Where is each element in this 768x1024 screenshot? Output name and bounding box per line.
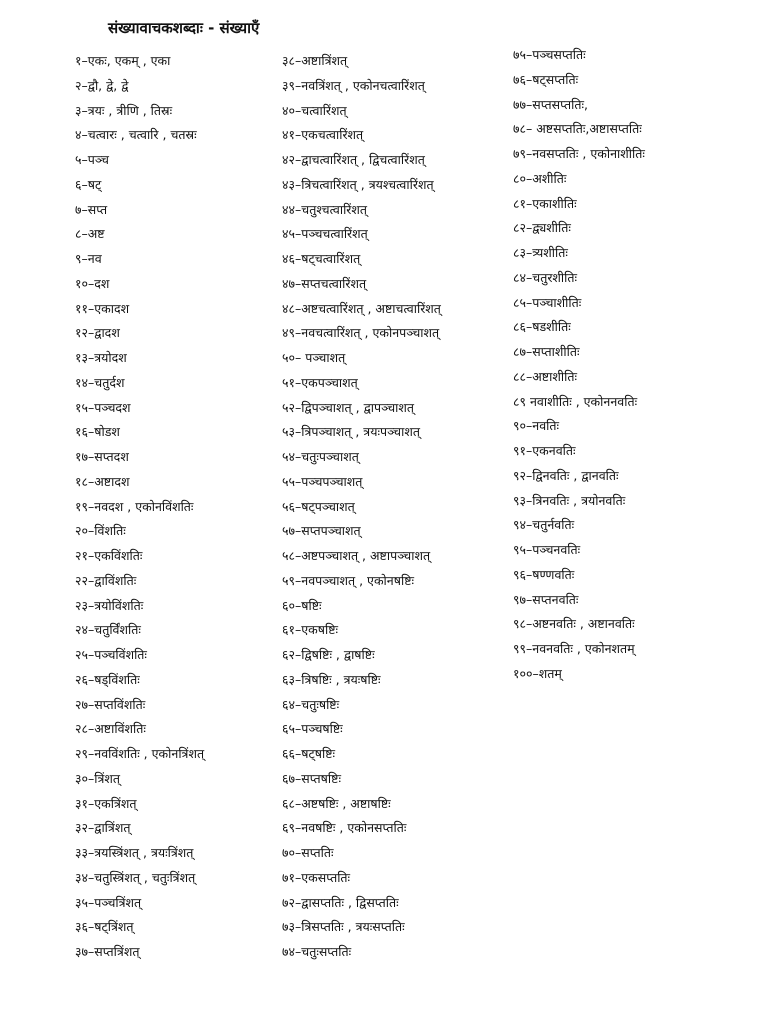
number-entry: ३५–पञ्चत्रिंशत् [75,894,142,910]
number-entry: ११–एकादश [75,300,130,316]
number-entry: १९–नवदश , एकोनविंशतिः [75,498,194,514]
numbers-column-1 [75,49,285,965]
number-entry: ६९–नवषष्टिः , एकोनसप्ततिः [282,820,407,836]
page-title: संख्यावाचकशब्दाः - संख्याएँ [108,19,260,37]
number-entry: ९०–नवतिः [513,418,560,434]
number-entry: ३७–सप्तत्रिंशत् [75,944,140,959]
number-entry: ५४–चतुःपञ्चाशत् [282,449,359,464]
number-entry: ९७–सप्तनवतिः [513,591,579,607]
number-entry: ३८–अष्टात्रिंशत् [282,53,348,68]
number-entry: १५–पञ्चदश [75,399,131,415]
number-entry: ५३–त्रिपञ्चाशत् , त्रयःपञ्चाशत् [282,424,420,440]
number-entry: ३१–एकत्रिंशत् [75,795,137,811]
number-entry: ३०–त्रिंशत् [75,770,121,786]
number-entry: ७१–एकसप्ततिः [282,869,351,885]
number-entry: ९८–अष्टनवतिः , अष्टानवतिः [513,616,635,632]
number-entry: ७९–नवसप्ततिः , एकोनाशीतिः [513,146,645,161]
number-entry: ६२–द्विषष्टिः , द्वाषष्टिः [282,647,375,662]
number-entry: ४४–चतुश्चत्वारिंशत् [282,201,368,217]
number-entry: ७६–षट्सप्ततिः [513,71,579,87]
number-entry: ६६–षट्षष्टिः [282,746,336,761]
number-entry: १–एकः, एकम् , एका [75,53,171,68]
number-entry: ८४–चतुरशीतिः [513,269,578,285]
number-entry: ७०–सप्ततिः [282,845,334,860]
number-entry: ६–षट् [75,176,102,192]
number-entry: २९–नवविंशतिः , एकोनत्रिंशत् [75,746,205,761]
number-entry: २३–त्रयोविंशतिः [75,597,144,613]
numbers-column-2 [282,49,507,965]
numbers-column-3 [513,43,763,687]
number-entry: ४२–द्वाचत्वारिंशत् , द्विचत्वारिंशत् [282,152,425,167]
number-entry: ८०–अशीतिः [513,170,567,186]
number-entry: ४५–पञ्चचत्वारिंशत् [282,226,368,242]
number-entry: ८५–पञ्चाशीतिः [513,294,582,310]
number-entry: ३९–नवत्रिंशत् , एकोनचत्वारिंशत् [282,77,425,93]
number-entry: २–द्वौ, द्वे, द्वे [75,77,129,93]
number-entry: १४–चतुर्दश [75,374,125,390]
number-entry: ९५–पञ्चनवतिः [513,542,581,557]
number-entry: ३४–चतुस्त्रिंशत् , चतुःत्रिंशत् [75,869,196,885]
number-entry: ८३–त्र्यशीतिः [513,245,568,260]
number-entry: १७–सप्तदश [75,449,129,464]
number-entry: ६४–चतुःषष्टिः [282,696,340,712]
number-entry: ३–त्रयः , त्रीणि , तिस्रः [75,102,173,118]
number-entry: ७–सप्त [75,201,108,217]
number-entry: ५७–सप्तपञ्चाशत् [282,523,361,539]
number-entry: ८१–एकाशीतिः [513,195,577,211]
number-entry: ९२–द्विनवतिः , द्वानवतिः [513,467,619,483]
number-entry: ५६–षट्पञ्चाशत् [282,498,355,514]
number-entry: २७–सप्तविंशतिः [75,696,146,712]
number-entry: ९–नव [75,251,102,266]
number-entry: ६५–पञ्चषष्टिः [282,721,343,737]
number-entry: ८६–षडशीतिः [513,319,571,335]
number-entry: ४–चत्वारः , चत्वारि , चतस्रः [75,127,197,143]
number-entry: २२–द्वाविंशतिः [75,572,137,588]
number-entry: ४३–त्रिचत्वारिंशत् , त्रयश्चत्वारिंशत् [282,176,434,192]
number-entry: ७२–द्वासप्ततिः , द्विसप्ततिः [282,894,399,910]
number-entry: २६–षड्विंशतिः [75,671,140,687]
number-entry: ६८–अष्टषष्टिः , अष्टाषष्टिः [282,795,391,811]
number-entry: ४७–सप्तचत्वारिंशत् [282,275,367,291]
number-entry: १०–दश [75,275,110,291]
number-entry: ३३–त्रयस्त्रिंशत् , त्रयःत्रिंशत् [75,845,194,860]
number-entry: २४–चतुर्विंशतिः [75,622,141,638]
number-entry: ७४–चतुःसप्ततिः [282,944,352,959]
number-entry: ९६–षण्णवतिः [513,566,575,582]
number-entry: ७५–पञ्चसप्ततिः [513,47,586,62]
number-entry: ८–अष्ट [75,226,105,242]
number-entry: ६३–त्रिषष्टिः , त्रयःषष्टिः [282,671,381,687]
number-entry: १००–शतम् [513,665,562,681]
number-entry: २८–अष्टाविंशतिः [75,721,146,737]
number-entry: ८९ नवाशीतिः , एकोननवतिः [513,393,638,409]
number-entry: ४९–नवचत्वारिंशत् , एकोनपञ्चाशत् [282,325,440,341]
number-entry: ९४–चतुर्नवतिः [513,517,575,533]
number-entry: ५०– पञ्चाशत् [282,350,346,365]
number-entry: ६०–षष्टिः [282,597,322,613]
number-entry: ७३–त्रिसप्ततिः , त्रयःसप्ततिः [282,919,405,935]
number-entry: २५–पञ्चविंशतिः [75,647,147,662]
number-entry: ८७–सप्ताशीतिः [513,344,580,359]
number-entry: ४०–चत्वारिंशत् [282,102,347,118]
number-entry: ७८– अष्टसप्ततिः,अष्टासप्ततिः [513,121,642,137]
number-entry: ६७–सप्तषष्टिः [282,770,341,786]
number-entry: १६–षोडश [75,424,120,440]
number-entry: ५५–पञ्चपञ्चाशत् [282,473,363,489]
number-entry: १२–द्वादश [75,325,120,341]
number-entry: ९९–नवनवतिः , एकोनशतम् [513,641,635,656]
number-entry: ४६–षट्चत्वारिंशत् [282,251,361,266]
number-entry: २१–एकविंशतिः [75,548,143,563]
number-entry: ५–पञ्च [75,152,109,167]
number-entry: ६१–एकषष्टिः [282,622,339,638]
number-entry: ३६–षट्त्रिंशत् [75,919,134,935]
number-entry: ३२–द्वात्रिंशत् [75,820,131,836]
number-entry: ९३–त्रिनवतिः , त्रयोनवतिः [513,492,626,508]
number-entry: ९१–एकनवतिः [513,443,576,458]
number-entry: ७७–सप्तसप्ततिः, [513,96,588,112]
number-entry: ५१–एकपञ्चाशत् [282,374,358,390]
number-entry: ५९–नवपञ्चाशत् , एकोनषष्टिः [282,572,415,588]
number-entry: ८२–द्व्यशीतिः [513,220,571,236]
number-entry: २०–विंशतिः [75,523,126,539]
number-entry: १८–अष्टादश [75,473,130,489]
number-entry: ८८–अष्टाशीतिः [513,368,577,384]
number-entry: ४१–एकचत्वारिंशत् [282,127,364,143]
number-entry: ५२–द्विपञ्चाशत् , द्वापञ्चाशत् [282,399,414,415]
number-entry: ४८–अष्टचत्वारिंशत् , अष्टाचत्वारिंशत् [282,300,441,316]
number-entry: १३–त्रयोदश [75,350,127,365]
number-entry: ५८–अष्टपञ्चाशत् , अष्टापञ्चाशत् [282,548,431,563]
